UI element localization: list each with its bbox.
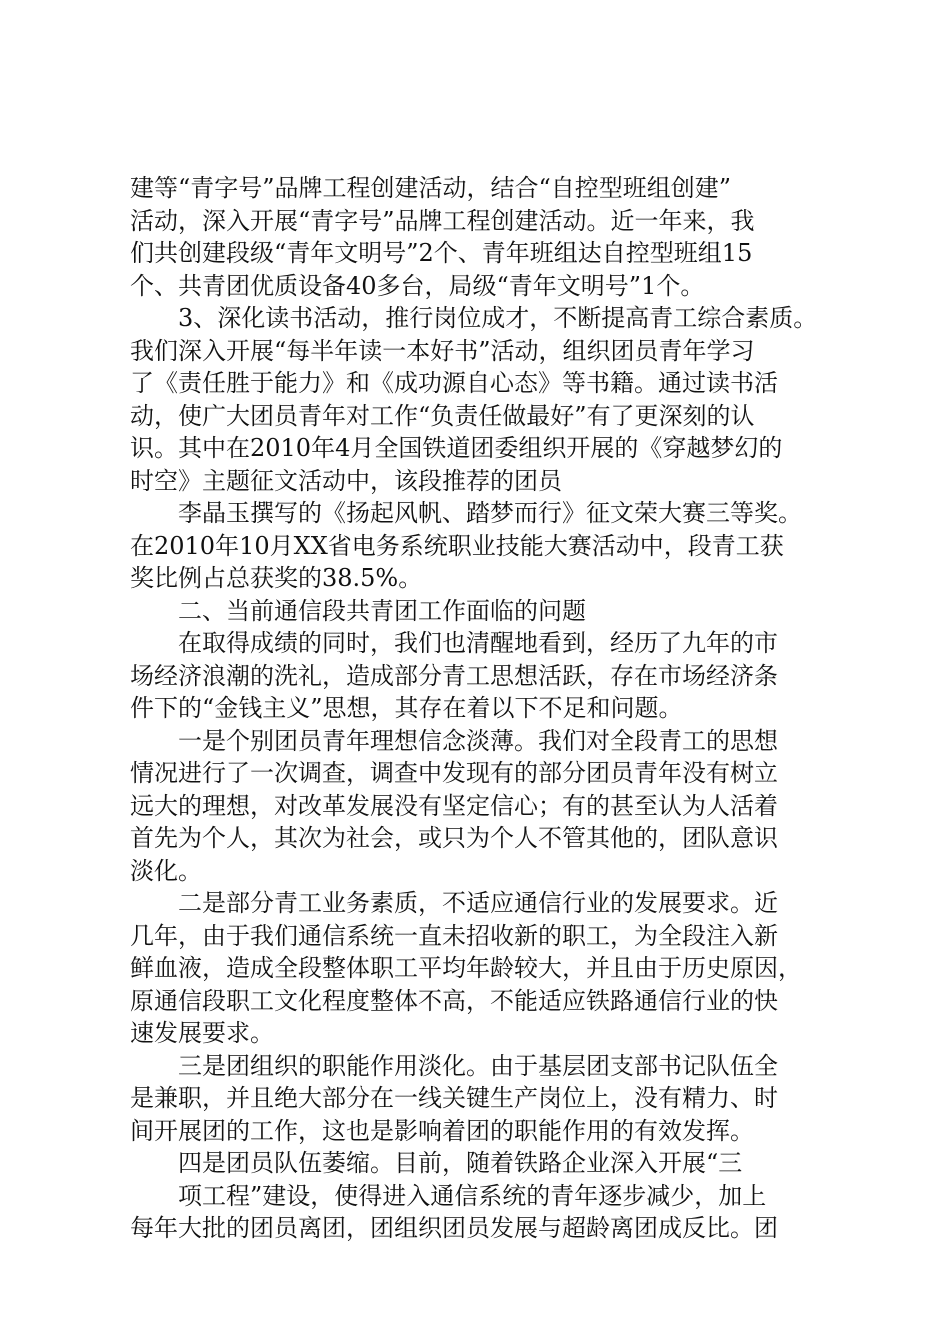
paragraph-8: 三是团组织的职能作用淡化。由于基层团支部书记队伍全 是兼职，并且绝大部分在一线关键生产岗位上，没有精力、时 间开展团的工作，这也是影响着团的职能作用的有效发挥。 [130, 1051, 778, 1145]
paragraph-7: 二是部分青工业务素质，不适应通信行业的发展要求。近 几年，由于我们通信系统一直未招收新的职工，为全段注入新 鲜血液，造成全段整体职工平均年龄较大，并且由于历史原因， 原通信段职工文化程度整体不高，不能适应铁路通信行业的快 速发展要求。 [130, 889, 802, 1047]
paragraph-2: 3、深化读书活动，推行岗位成才，不断提高青工综合素质。 我们深入开展“每半年读一本好书”活动，组织团员青年学习 了《责任胜于能力》和《成功源自心态》等书籍。通过读书活 动，使广大团员青年对工作“负责任做最好”有了更深刻的认 识。其中在2010年4月全国铁道团委组织开展的《穿越梦幻的 时空》主题征文活动中，该段推荐的团员 [130, 304, 818, 495]
paragraph-9: 四是团员队伍萎缩。目前，随着铁路企业深入开展“三 [178, 1149, 743, 1177]
paragraph-3: 李晶玉撰写的《扬起风帆、踏梦而行》征文荣大赛三等奖。 在2010年10月XX省电务系统职业技能大赛活动中，段青工获 奖比例占总获奖的38.5%。 [130, 499, 802, 592]
paragraph-6: 一是个别团员青年理想信念淡薄。我们对全段青工的思想 情况进行了一次调查，调查中发现有的部分团员青年没有树立 远大的理想，对改革发展没有坚定信心；有的甚至认为人活着 首先为个人，其次为社会，或只为个人不管其他的，团队意识 淡化。 [130, 726, 778, 885]
document-page [130, 172, 830, 1245]
paragraph-10: 项工程”建设，使得进入通信系统的青年逐步减少，加上 每年大批的团员离团，团组织团员发展与超龄离团成反比。团 [130, 1181, 778, 1242]
paragraph-1: 建等“青字号”品牌工程创建活动，结合“自控型班组创建” 活动，深入开展“青字号”品牌工程创建活动。近一年来，我 们共创建段级“青年文明号”2个、青年班组达自控型班组15 个、共青团优质设备40多台，局级“青年文明号”1个。 [130, 174, 755, 300]
paragraph-5: 在取得成绩的同时，我们也清醒地看到，经历了九年的市 场经济浪潮的洗礼，造成部分青工思想活跃，存在市场经济条 件下的“金钱主义”思想，其存在着以下不足和问题。 [130, 629, 778, 722]
section-heading: 二、当前通信段共青团工作面临的问题 [178, 596, 586, 625]
